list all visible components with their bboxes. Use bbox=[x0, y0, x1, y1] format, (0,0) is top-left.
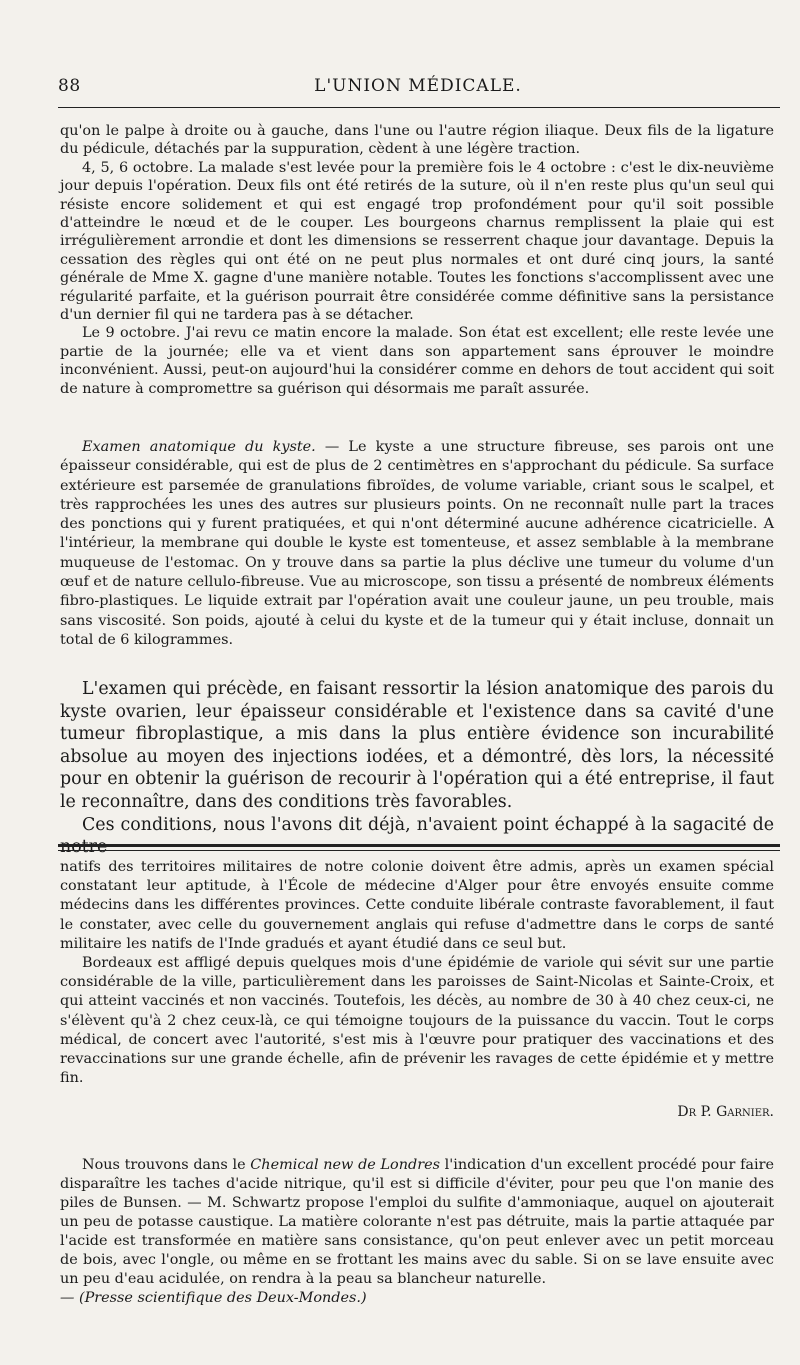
paragraph: L'examen qui précède, en faisant ressortir la lésion anatomique des parois du kyste ovarien, leur épaisseur considérable et l'existence dans sa cavité d'une tumeur fibroplastique, a mis dans la plus entière évidence son incurabilité absolue au moyen des injections iodées, et a démontré, dès lors, la nécessité pour en obtenir la guérison de recourir à l'opération qui a été entreprise, il faut le reconnaître, dans des conditions très favorables. bbox=[60, 679, 774, 812]
commentary bbox=[60, 678, 774, 859]
news-column bbox=[60, 858, 774, 1088]
paragraph bbox=[60, 1156, 774, 1289]
paragraph: Ces conditions, nous l'avons dit déjà, n'avaient point échappé à la sagacité de notre bbox=[60, 814, 774, 858]
section-divider bbox=[58, 844, 780, 847]
paragraph: Le 9 octobre. J'ai revu ce matin encore la malade. Son état est excellent; elle reste levée une partie de la journée; elle va et vient dans son appartement sans éprouver le moindre inconvénient. Aussi, peut-on aujourd'hui la considérer comme en dehors de tout accident qui soit de nature à compromettre sa guérison qui désormais me paraît assurée. bbox=[60, 325, 774, 397]
paragraph: qu'on le palpe à droite ou à gauche, dans l'une ou l'autre région iliaque. Deux fils de la ligature du pédicule, détachés par la suppuration, cèdent à une légère traction. bbox=[60, 123, 774, 158]
source-title: Chemical new de Londres bbox=[250, 1157, 440, 1173]
anatomical-examination bbox=[60, 438, 774, 650]
section-divider bbox=[58, 850, 780, 851]
running-title: L'UNION MÉDICALE. bbox=[314, 76, 522, 96]
paragraph: 4, 5, 6 octobre. La malade s'est levée pour la première fois le 4 octobre : c'est le dix-neuvième jour depuis l'opération. Deux fils ont été retirés de la suture, où il n'en reste plus qu'un seul qui résiste encore solidement et qui est engagé trop profondément pour qu'il soit possible d'atteindre le nœud et de le couper. Les bourgeons charnus remplissent la plaie qui est irrégulièrement arrondie et dont les dimensions se resserrent chaque jour davantage. Depuis la cessation des règles qui ont été on ne peut plus normales et ont duré cinq jours, la santé générale de Mme X. gagne d'une manière notable. Toutes les fonctions s'accomplissent avec une régularité parfaite, et la guérison pourrait être considérée comme définitive sans la persistance d'un dernier fil qui ne tardera pas à se détacher. bbox=[60, 159, 774, 324]
source-credit: — (Presse scientifique des Deux-Mondes.) bbox=[60, 1290, 367, 1306]
page-header bbox=[58, 76, 778, 102]
author-signature: Dr P. Garnier. bbox=[677, 1104, 774, 1120]
paragraph: Bordeaux est affligé depuis quelques mois d'une épidémie de variole qui sévit sur une partie considérable de la ville, particulièrement dans les paroisses de Saint-Nicolas et Sainte-Croix, et qui atteint vaccinés et non vaccinés. Toutefois, les décès, au nombre de 30 à 40 chez ceux-ci, ne s'élèvent qu'à 2 chez ceux-là, ce qui témoigne toujours de la puissance du vaccin. Tout le corps médical, de concert avec l'autorité, s'est mis à l'œuvre pour pratiquer des vaccinations et des revaccinations sur une grande échelle, afin de prévenir les ravages de cette épidémie et y mettre fin. bbox=[60, 955, 774, 1087]
header-rule bbox=[58, 107, 780, 108]
paragraph: natifs des territoires militaires de notre colonie doivent être admis, après un examen spécial constatant leur aptitude, à l'École de médecine d'Alger pour être envoyés ensuite comme médecins dans les différentes provinces. Cette conduite libérale contraste favorablement, il faut le constater, avec celle du gouvernement anglais qui refuse d'admettre dans le corps de santé militaire les natifs de l'Inde gradués et ayant étudié dans ce seul but. bbox=[60, 859, 774, 952]
text: Nous trouvons dans le bbox=[82, 1157, 251, 1173]
paragraph-body: — Le kyste a une structure fibreuse, ses parois ont une épaisseur considérable, qui est de plus de 2 centimètres en s'approchant du pédicule. Sa surface extérieure est parsemée de granulations fibroïdes, de volume variable, criant sous le scalpel, et très rapprochées les unes des autres sur plusieurs points. On ne reconnaît nulle part la traces des ponctions qui y furent pratiquées, et qui n'ont déterminé aucune adhérence cicatricielle. A l'intérieur, la membrane qui double le kyste est tomenteuse, et assez semblable à la membrane muqueuse de l'estomac. On y trouve dans sa partie la plus déclive une tumeur du volume d'un œuf et de nature cellulo-fibreuse. Vue au microscope, son tissu a présenté de nombreux éléments fibro-plastiques. Le liquide extrait par l'opération avait une couleur jaune, un peu trouble, mais sans viscosité. Son poids, ajouté à celui du kyste et de la tumeur qui y était incluse, donnait un total de 6 kilogrammes. bbox=[60, 439, 774, 648]
case-report-continuation bbox=[60, 122, 774, 398]
chemistry-note bbox=[60, 1156, 774, 1308]
page-number: 88 bbox=[58, 76, 81, 96]
paragraph bbox=[60, 438, 774, 650]
section-heading: Examen anatomique du kyste. bbox=[82, 439, 316, 455]
text: l'indication d'un excellent procédé pour faire disparaître les taches d'acide nitrique, qu'il est si difficile d'éviter, pour peu que l'on manie des piles de Bunsen. — M. Schwartz propose l'emploi du sulfite d'ammoniaque, auquel on ajouterait un peu de potasse caustique. La matière colorante n'est pas détruite, mais la partie attaquée par l'acide est transformée en matière sans consistance, qu'on peut enlever avec un petit morceau de bois, avec l'ongle, ou même en se frottant les mains avec du sable. Si on se lave ensuite avec un peu d'eau acidulée, on rendra à la peau sa blancheur naturelle. bbox=[60, 1157, 775, 1287]
